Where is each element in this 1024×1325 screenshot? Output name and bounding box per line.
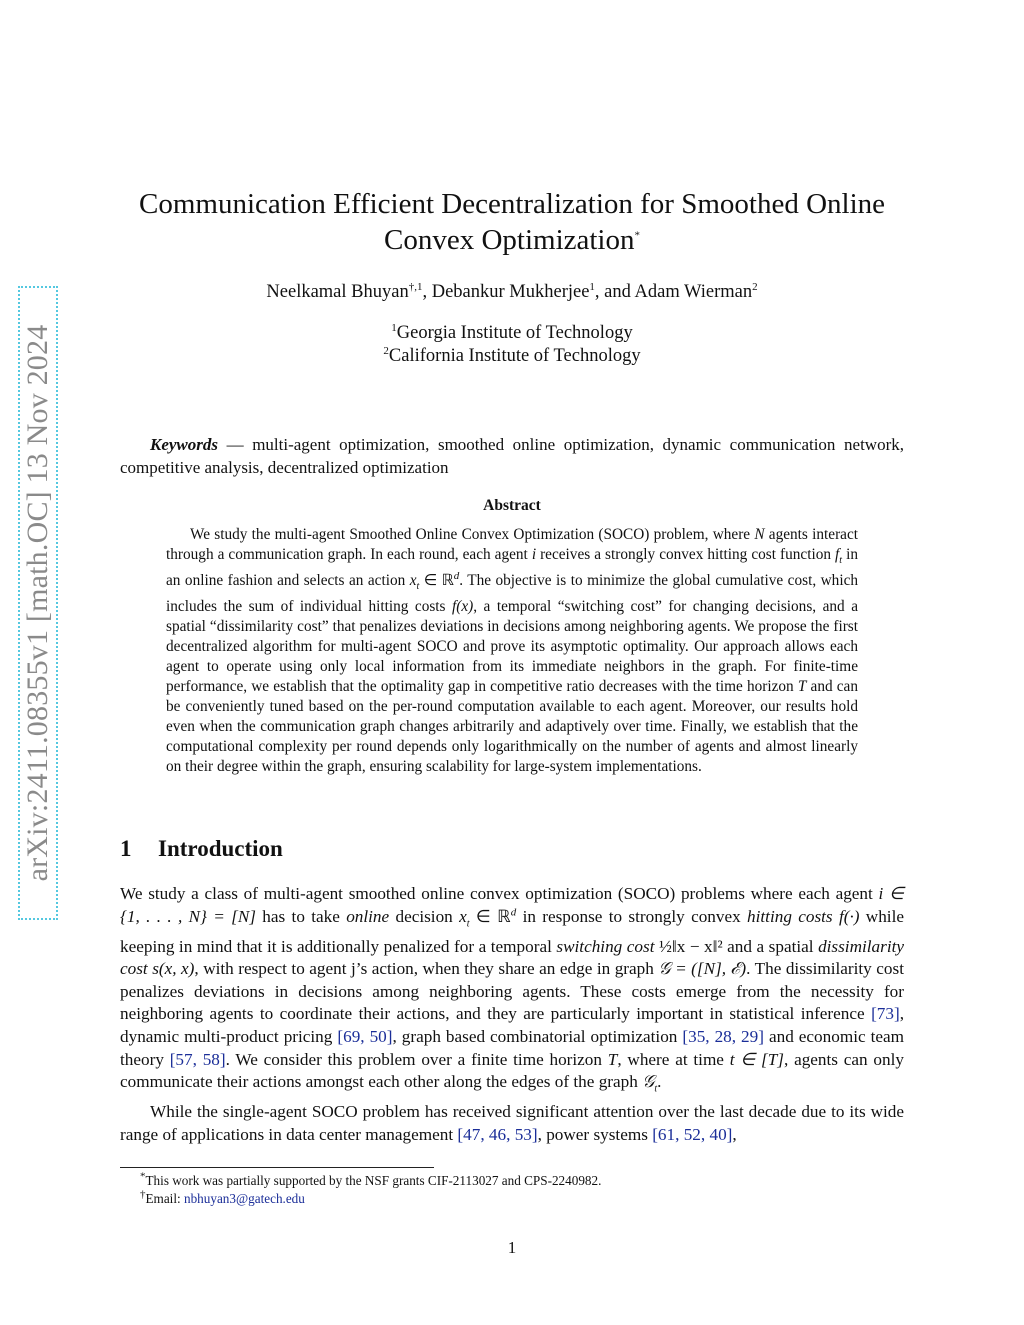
- citation-link[interactable]: [47, 46, 53]: [457, 1124, 538, 1144]
- footnote-2: †Email: nbhuyan3@gatech.edu: [140, 1188, 305, 1206]
- author-sep: ,: [422, 282, 432, 302]
- keywords-text: — multi-agent optimization, smoothed online optimization, dynamic communication network, competitive analysis, decentralized optimization: [120, 435, 904, 477]
- author-list: [120, 282, 904, 303]
- keywords: [120, 434, 904, 479]
- affiliation-1: [120, 323, 904, 344]
- footnotes: [140, 1172, 601, 1208]
- title-line-2: Convex Optimization: [384, 224, 635, 256]
- title-footnote-mark: *: [634, 229, 640, 242]
- arxiv-id: arXiv:2411.08355v1 [math.OC] 13 Nov 2024: [21, 324, 54, 882]
- footnote-1: *This work was partially supported by the NSF grants CIF-2113027 and CPS-2240982.: [140, 1170, 602, 1188]
- affiliation-sup: 1: [391, 321, 397, 334]
- affiliation-2: [120, 346, 904, 367]
- author-name: Debankur Mukherjee: [431, 282, 590, 302]
- keywords-label: Keywords: [150, 435, 218, 454]
- abstract-text: We study the multi-agent Smoothed Online Convex Optimization (SOCO) problem, where N agents interact through a communication graph. In each round, each agent i receives a strongly convex hitting cost function $f_t$ in an online fashion and selects an action $x_t$ ∈ ℝ$^d$. The objective is to minimize the global cumulative cost, which includes the sum of individual hitting costs f(x), a temporal “switching cost” for changing decisions, and a spatial “dissimilarity cost” that penalizes deviations in decisions among neighboring agents. We propose the first decentralized algorithm for multi-agent SOCO and prove its asymptotic optimality. Our approach allows each agent to operate using only local information from its immediate neighbors in the graph. For finite-time performance, we establish that the optimality gap in competitive ratio decreases with the time horizon T and can be conveniently tuned based on the per-round computation available to each agent. Moreover, our results hold even when the communication graph changes arbitrarily and adaptively over time. Finally, we establish that the computational complexity per round depends only logarithmically on the number of agents and almost linearly on their degree within the graph, ensuring scalability for large-system implementations.: [166, 526, 859, 776]
- intro-paragraph-2: While the single-agent SOCO problem has received significant attention over the last decade due to its wide range of applications in data center management [47, 46, 53], power systems [61, 52, 40],: [120, 1102, 904, 1144]
- title-line-1: Communication Efficient Decentralization for Smoothed Online: [138, 188, 885, 220]
- author-sup: †,1: [408, 280, 423, 293]
- affiliation-name: California Institute of Technology: [388, 346, 641, 366]
- introduction-body: [120, 883, 904, 1146]
- citation-link[interactable]: [69, 50]: [337, 1027, 393, 1046]
- intro-paragraph-1: We study a class of multi-agent smoothed online convex optimization (SOCO) problems where each agent i ∈ {1, . . . , N} = [N] has to take online decision $x_t$ ∈ ℝ$^d$ in response to strongly convex hitting costs f(·) while keeping in mind that it is additionally penalized for a temporal switching cost ½‖x − x‖² and a spatial dissimilarity cost s(x, x), with respect to agent j’s action, when they share an edge in graph 𝒢 = ([N], ℰ). The dissimilarity cost penalizes deviations in decisions among neighboring agents. These costs emerge from the necessity for neighboring agents to coordinate their actions, and they are particularly important in statistical inference [73], dynamic multi-product pricing [69, 50], graph based combinatorial optimization [35, 28, 29] and economic team theory [57, 58]. We consider this problem over a finite time horizon T, where at time t ∈ [T], agents can only communicate their actions amongst each other along the edges of the graph 𝒢$_t$.: [120, 884, 905, 1095]
- affiliation-name: Georgia Institute of Technology: [396, 323, 633, 343]
- author-name: Adam Wierman: [634, 282, 753, 302]
- citation-link[interactable]: [73]: [871, 1004, 900, 1024]
- affiliation-sup: 2: [383, 344, 389, 357]
- section-number: 1: [120, 836, 132, 861]
- author-name: Neelkamal Bhuyan: [266, 282, 409, 302]
- citation-link[interactable]: [57, 58]: [169, 1049, 226, 1069]
- footnote-rule: [120, 1167, 434, 1168]
- email-link[interactable]: nbhuyan3@gatech.edu: [183, 1191, 305, 1206]
- author-sup: 1: [589, 280, 595, 293]
- author-sep: , and: [594, 282, 635, 302]
- section-title: Introduction: [158, 836, 283, 861]
- citation-link[interactable]: [35, 28, 29]: [682, 1027, 764, 1046]
- section-heading-introduction: [120, 836, 283, 862]
- paper-title: [120, 186, 904, 258]
- abstract-heading: Abstract: [483, 497, 541, 514]
- arxiv-stamp: [18, 286, 58, 920]
- page-number: 1: [507, 1238, 517, 1257]
- citation-link[interactable]: [61, 52, 40]: [652, 1124, 733, 1144]
- author-sup: 2: [752, 280, 758, 293]
